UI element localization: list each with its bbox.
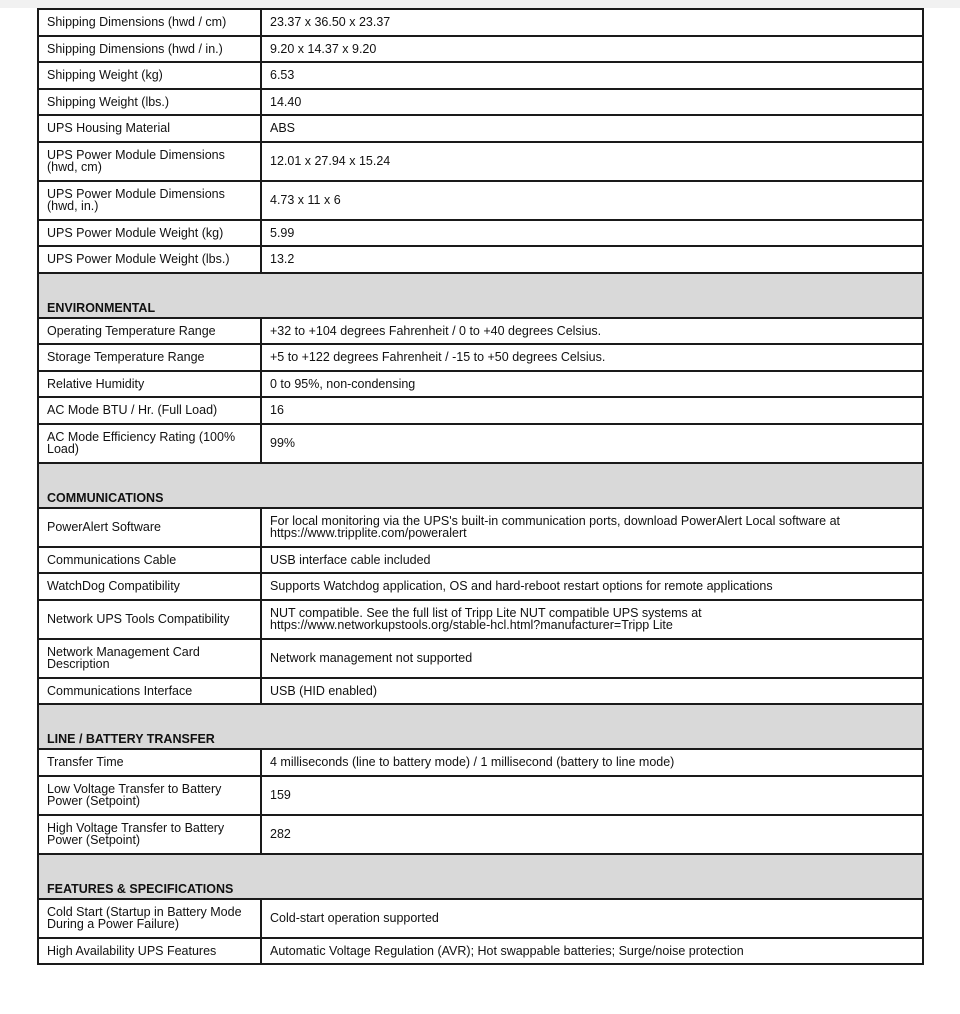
spec-value: 99%	[261, 424, 923, 463]
spec-value: 6.53	[261, 62, 923, 89]
spec-label: UPS Power Module Dimensions (hwd, in.)	[38, 181, 261, 220]
spec-label: Relative Humidity	[38, 371, 261, 398]
spec-label: Shipping Weight (lbs.)	[38, 89, 261, 116]
spec-table-body	[38, 9, 923, 964]
spec-label: Shipping Dimensions (hwd / cm)	[38, 9, 261, 36]
spec-row	[38, 600, 923, 639]
spec-row	[38, 639, 923, 678]
spec-label: UPS Power Module Dimensions (hwd, cm)	[38, 142, 261, 181]
spec-value: 16	[261, 397, 923, 424]
spec-value: Cold-start operation supported	[261, 899, 923, 938]
spec-label: AC Mode Efficiency Rating (100% Load)	[38, 424, 261, 463]
spec-row	[38, 318, 923, 345]
spec-label: Shipping Dimensions (hwd / in.)	[38, 36, 261, 63]
spec-row	[38, 246, 923, 273]
spec-row	[38, 9, 923, 36]
spec-value: USB (HID enabled)	[261, 678, 923, 705]
spec-value: 9.20 x 14.37 x 9.20	[261, 36, 923, 63]
spec-label: Network UPS Tools Compatibility	[38, 600, 261, 639]
spec-value: Automatic Voltage Regulation (AVR); Hot swappable batteries; Surge/noise protection	[261, 938, 923, 965]
spec-value: Network management not supported	[261, 639, 923, 678]
top-page-edge	[0, 0, 960, 8]
spec-label: UPS Power Module Weight (kg)	[38, 220, 261, 247]
spec-label: Storage Temperature Range	[38, 344, 261, 371]
section-title: LINE / BATTERY TRANSFER	[38, 704, 923, 749]
spec-label: Low Voltage Transfer to Battery Power (Setpoint)	[38, 776, 261, 815]
spec-row	[38, 62, 923, 89]
spec-row	[38, 115, 923, 142]
spec-value: 5.99	[261, 220, 923, 247]
section-title: COMMUNICATIONS	[38, 463, 923, 508]
spec-row	[38, 424, 923, 463]
spec-row	[38, 371, 923, 398]
spec-value: 0 to 95%, non-condensing	[261, 371, 923, 398]
spec-value: For local monitoring via the UPS's built-in communication ports, download PowerAlert Local software at https://www.tripplite.com/poweralert	[261, 508, 923, 547]
spec-label: Transfer Time	[38, 749, 261, 776]
spec-row	[38, 815, 923, 854]
spec-row	[38, 749, 923, 776]
spec-row	[38, 573, 923, 600]
spec-label: Cold Start (Startup in Battery Mode During a Power Failure)	[38, 899, 261, 938]
spec-value: Supports Watchdog application, OS and hard-reboot restart options for remote applications	[261, 573, 923, 600]
spec-label: Shipping Weight (kg)	[38, 62, 261, 89]
spec-row	[38, 547, 923, 574]
section-header-row	[38, 273, 923, 318]
spec-value: 159	[261, 776, 923, 815]
spec-value: 12.01 x 27.94 x 15.24	[261, 142, 923, 181]
spec-row	[38, 397, 923, 424]
spec-value: 4 milliseconds (line to battery mode) / 1 millisecond (battery to line mode)	[261, 749, 923, 776]
spec-row	[38, 36, 923, 63]
spec-label: WatchDog Compatibility	[38, 573, 261, 600]
spec-row	[38, 678, 923, 705]
spec-row	[38, 344, 923, 371]
spec-label: Communications Interface	[38, 678, 261, 705]
spec-label: UPS Housing Material	[38, 115, 261, 142]
spec-value: 14.40	[261, 89, 923, 116]
spec-row	[38, 508, 923, 547]
spec-row	[38, 776, 923, 815]
spec-row	[38, 899, 923, 938]
spec-value: USB interface cable included	[261, 547, 923, 574]
spec-label: High Voltage Transfer to Battery Power (Setpoint)	[38, 815, 261, 854]
spec-row	[38, 142, 923, 181]
spec-row	[38, 181, 923, 220]
spec-value: +5 to +122 degrees Fahrenheit / -15 to +50 degrees Celsius.	[261, 344, 923, 371]
spec-label: High Availability UPS Features	[38, 938, 261, 965]
spec-row	[38, 89, 923, 116]
section-header-row	[38, 704, 923, 749]
spec-value: +32 to +104 degrees Fahrenheit / 0 to +40 degrees Celsius.	[261, 318, 923, 345]
section-header-row	[38, 463, 923, 508]
spec-label: PowerAlert Software	[38, 508, 261, 547]
spec-value: NUT compatible. See the full list of Tripp Lite NUT compatible UPS systems at https://www.networkupstools.org/stable-hcl.html?manufacturer=Tripp Lite	[261, 600, 923, 639]
spec-row	[38, 938, 923, 965]
spec-value: 23.37 x 36.50 x 23.37	[261, 9, 923, 36]
spec-label: Network Management Card Description	[38, 639, 261, 678]
spec-value: 4.73 x 11 x 6	[261, 181, 923, 220]
spec-label: AC Mode BTU / Hr. (Full Load)	[38, 397, 261, 424]
spec-value: ABS	[261, 115, 923, 142]
spec-value: 13.2	[261, 246, 923, 273]
spec-label: UPS Power Module Weight (lbs.)	[38, 246, 261, 273]
spec-label: Operating Temperature Range	[38, 318, 261, 345]
spec-value: 282	[261, 815, 923, 854]
spec-row	[38, 220, 923, 247]
section-title: FEATURES & SPECIFICATIONS	[38, 854, 923, 899]
section-title: ENVIRONMENTAL	[38, 273, 923, 318]
spec-label: Communications Cable	[38, 547, 261, 574]
section-header-row	[38, 854, 923, 899]
spec-table	[37, 8, 924, 965]
